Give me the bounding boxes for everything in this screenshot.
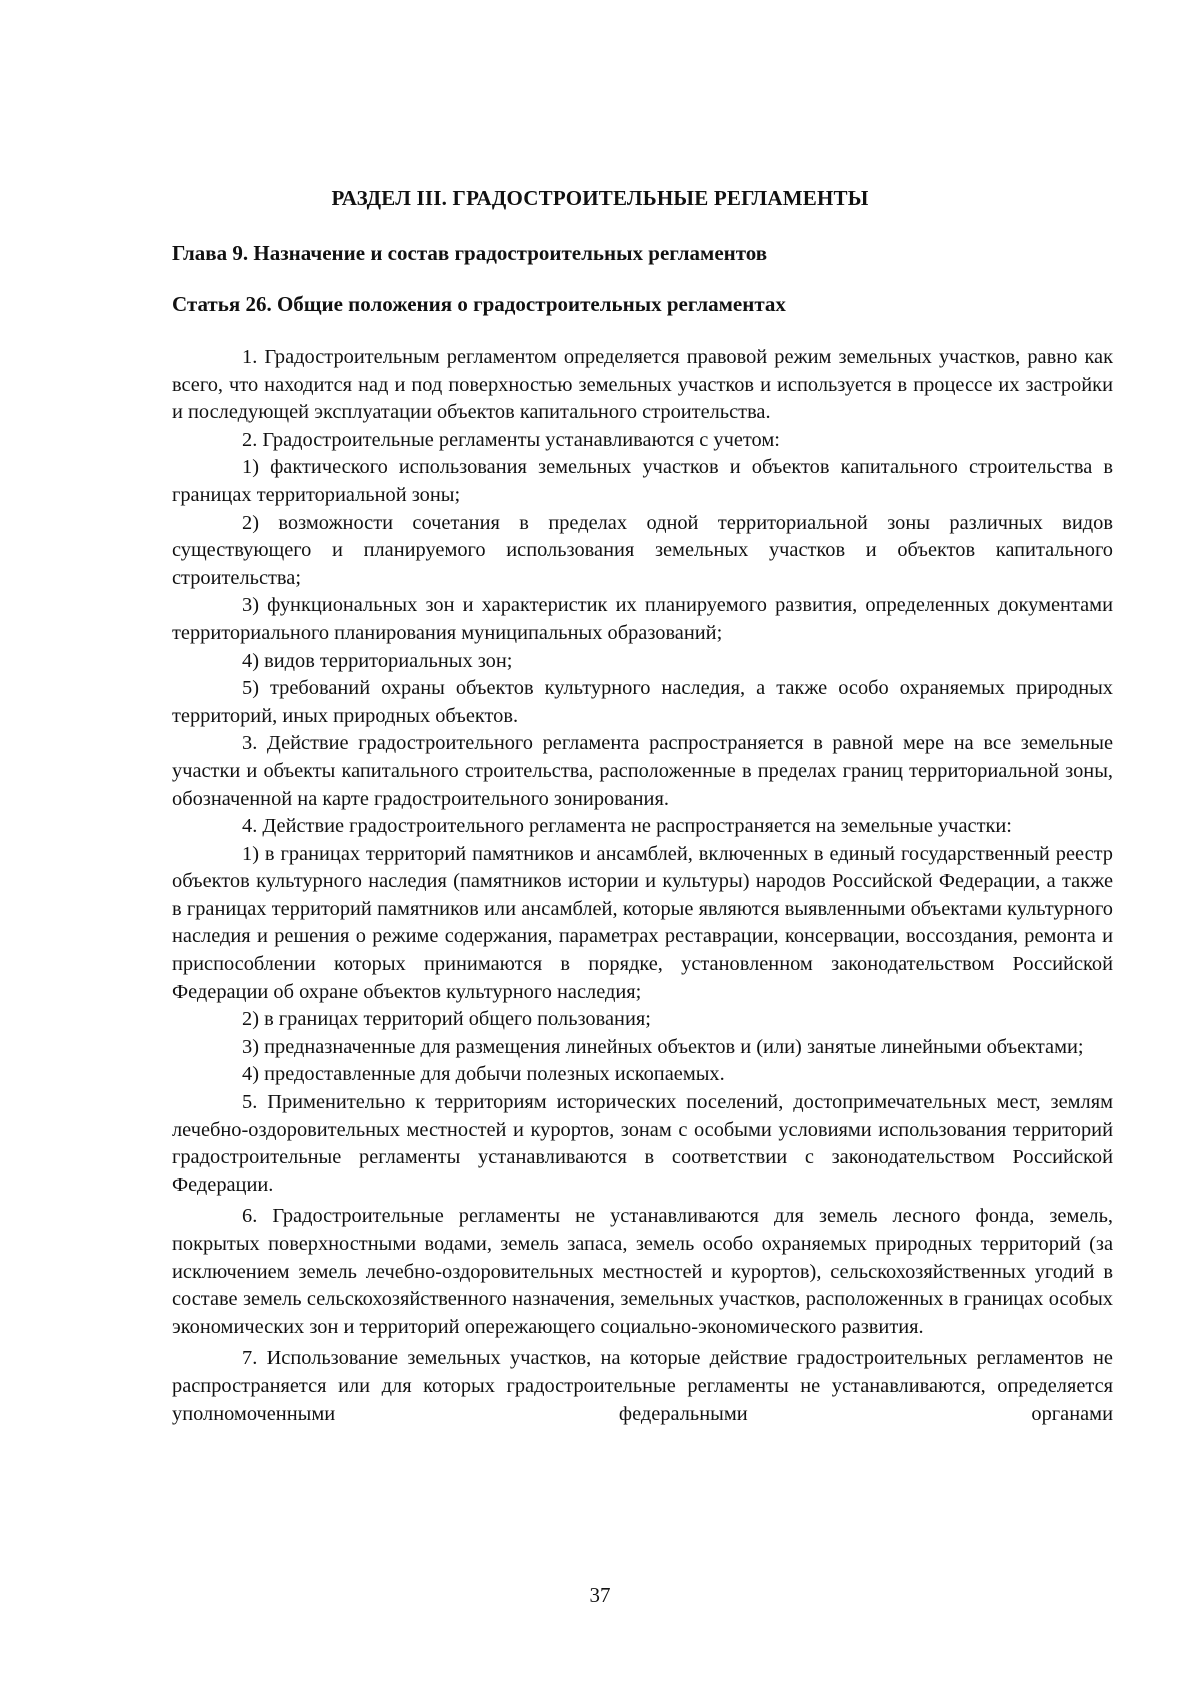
article-body — [172, 344, 1113, 1428]
article-title: Статья 26. Общие положения о градостроительных регламентах — [172, 292, 786, 316]
paragraph-1: 1. Градостроительным регламентом определяется правовой режим земельных участков, равно как всего, что находится над и под поверхностью земельных участков и используется в процессе их застройки и последующей эксплуатации объектов капитального строительства. — [172, 346, 1113, 424]
paragraph-2-item-2: 2) возможности сочетания в пределах одной территориальной зоны различных видов существующего и планируемого использования земельных участков и объектов капитального строительства; — [172, 511, 1113, 589]
paragraph-4-item-4: 4) предоставленные для добычи полезных ископаемых. — [242, 1063, 725, 1086]
paragraph-4-item-3: 3) предназначенные для размещения линейных объектов и (или) занятые линейными объектами; — [242, 1035, 1084, 1058]
page-number: 37 — [589, 1583, 611, 1607]
paragraph-4-item-2: 2) в границах территорий общего пользования; — [242, 1008, 651, 1031]
paragraph-2-item-1: 1) фактического использования земельных участков и объектов капитального строительства в границах территориальной зоны; — [172, 456, 1113, 506]
paragraph-4: 4. Действие градостроительного регламента не распространяется на земельные участки: — [242, 815, 1012, 838]
paragraph-5: 5. Применительно к территориям исторических поселений, достопримечательных мест, землям лечебно-оздоровительных местностей и курортов, зонам с особыми условиями использования территорий градостроительные регламенты устанавливаются в соответствии с законодательством Российской Федерации. — [172, 1091, 1113, 1196]
section-title: РАЗДЕЛ III. ГРАДОСТРОИТЕЛЬНЫЕ РЕГЛАМЕНТЫ — [331, 186, 869, 210]
chapter-title: Глава 9. Назначение и состав градостроительных регламентов — [172, 241, 768, 265]
paragraph-6: 6. Градостроительные регламенты не устанавливаются для земель лесного фонда, земель, покрытых поверхностными водами, земель запаса, земель особо охраняемых природных территорий (за исключением земель лечебно-оздоровительных местностей и курортов), сельскохозяйственных угодий в составе земель сельскохозяйственного назначения, земельных участков, расположенных в границах особых экономических зон и территорий опережающего социально-экономического развития. — [172, 1205, 1113, 1338]
paragraph-2-item-4: 4) видов территориальных зон; — [242, 649, 513, 672]
paragraph-2-item-3: 3) функциональных зон и характеристик их планируемого развития, определенных документами территориального планирования муниципальных образований; — [172, 594, 1113, 644]
paragraph-7: 7. Использование земельных участков, на которые действие градостроительных регламентов не распространяется или для которых градостроительные регламенты не устанавливаются, определяется уполномоченными федеральными органами — [172, 1347, 1113, 1425]
paragraph-2: 2. Градостроительные регламенты устанавливаются с учетом: — [242, 428, 780, 451]
paragraph-3: 3. Действие градостроительного регламента распространяется в равной мере на все земельные участки и объекты капитального строительства, расположенные в пределах границ территориальной зоны, обозначенной на карте градостроительного зонирования. — [172, 732, 1113, 810]
paragraph-4-item-1: 1) в границах территорий памятников и ансамблей, включенных в единый государственный реестр объектов культурного наследия (памятников истории и культуры) народов Российской Федерации, а также в границах территорий памятников или ансамблей, которые являются выявленными объектами культурного наследия и решения о режиме содержания, параметрах реставрации, консервации, воссоздания, ремонта и приспособлении которых принимаются в порядке, установленном законодательством Российской Федерации об охране объектов культурного наследия; — [172, 842, 1113, 1003]
paragraph-2-item-5: 5) требований охраны объектов культурного наследия, а также особо охраняемых природных территорий, иных природных объектов. — [172, 677, 1113, 727]
